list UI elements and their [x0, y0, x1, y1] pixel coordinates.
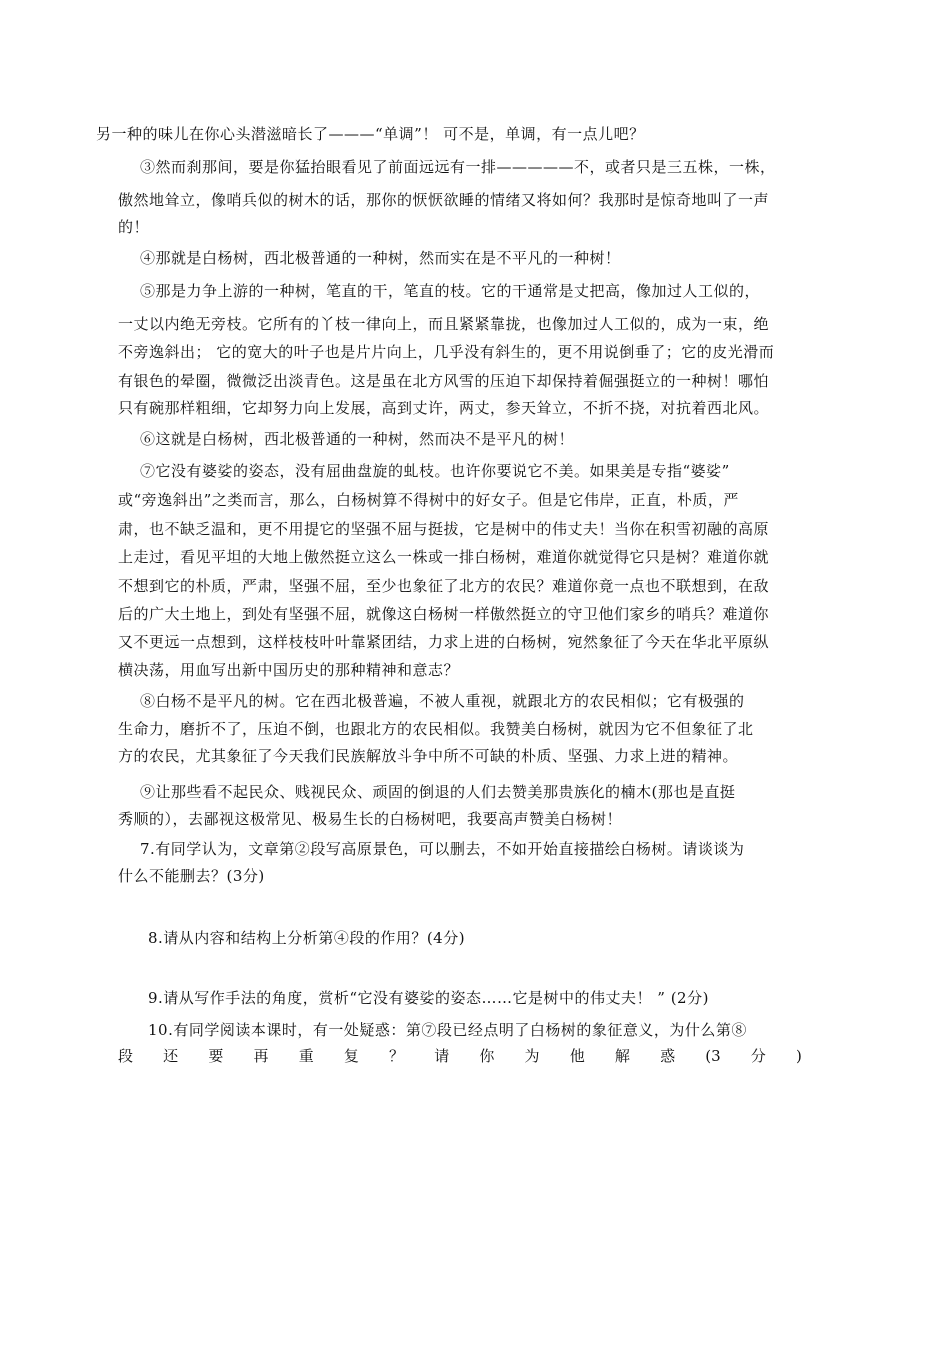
- char: 要: [208, 1047, 224, 1065]
- char: 再: [253, 1047, 269, 1065]
- char: 他: [569, 1047, 585, 1065]
- question-line: 9.请从写作手法的角度，赏析“它没有婆娑的姿态……它是树中的伟丈夫！ ” (2分): [148, 989, 709, 1007]
- paragraph-line: 后的广大土地上，到处有坚强不屈，就像这白杨树一样傲然挺立的守卫他们家乡的哨兵？难道你: [118, 605, 770, 623]
- char: 还: [163, 1047, 179, 1065]
- question-line: 什么不能删去？(3分): [118, 867, 265, 885]
- char: (3: [705, 1047, 721, 1065]
- paragraph-line: 上走过，看见平坦的大地上傲然挺立这么一株或一排白杨树，难道你就觉得它只是树？难道你就: [118, 548, 770, 566]
- paragraph-line: ⑥这就是白杨树，西北极普通的一种树，然而决不是平凡的树！: [140, 430, 575, 448]
- paragraph-line: 另一种的味儿在你心头潜滋暗长了———“单调”！ 可不是，单调，有一点儿吧？: [96, 125, 645, 143]
- paragraph-line: 秀顺的），去鄙视这极常见、极易生长的白杨树吧，我要高声赞美白杨树！: [118, 810, 623, 828]
- paragraph-line: 或“旁逸斜出”之类而言，那么，白杨树算不得树中的好女子。但是它伟岸，正直，朴质，严: [118, 491, 739, 509]
- paragraph-line: 不想到它的朴质，严肃，坚强不屈，至少也象征了北方的农民？难道你竟一点也不联想到，在敌: [118, 577, 770, 595]
- question-line: 10.有同学阅读本课时，有一处疑惑：第⑦段已经点明了白杨树的象征意义，为什么第⑧: [148, 1021, 747, 1039]
- paragraph-line: ⑤那是力争上游的一种树，笔直的干，笔直的枝。它的干通常是丈把高，像加过人工似的，: [140, 282, 761, 300]
- paragraph-line: 方的农民，尤其象征了今天我们民族解放斗争中所不可缺的朴质、坚强、力求上进的精神。: [118, 747, 739, 765]
- char: 段: [118, 1047, 134, 1065]
- paragraph-line: ④那就是白杨树，西北极普通的一种树，然而实在是不平凡的一种树！: [140, 249, 621, 267]
- char: 请: [434, 1047, 450, 1065]
- paragraph-line: 不旁逸斜出； 它的宽大的叶子也是片片向上，几乎没有斜生的，更不用说倒垂了；它的皮光滑而: [118, 343, 775, 361]
- paragraph-line: 有银色的晕圈，微微泛出淡青色。这是虽在北方风雪的压迫下却保持着倔强挺立的一种树！哪怕: [118, 372, 770, 390]
- paragraph-line: ③然而刹那间，要是你猛抬眼看见了前面远远有一排—————不，或者只是三五株，一株，: [140, 158, 776, 176]
- char: 惑: [660, 1047, 676, 1065]
- char: ？: [389, 1047, 405, 1065]
- char: 重: [298, 1047, 314, 1065]
- char: ): [795, 1047, 802, 1065]
- paragraph-line: ⑨让那些看不起民众、贱视民众、顽固的倒退的人们去赞美那贵族化的楠木(那也是直挺: [140, 783, 736, 801]
- char: 解: [614, 1047, 630, 1065]
- paragraph-line: 一丈以内绝无旁枝。它所有的丫枝一律向上，而且紧紧靠拢，也像加过人工似的，成为一束，绝: [118, 315, 770, 333]
- question-line-justified: [118, 1046, 802, 1066]
- paragraph-line: ⑦它没有婆娑的姿态，没有屈曲盘旋的虬枝。也许你要说它不美。如果美是专指“婆娑”: [140, 462, 730, 480]
- char: 为: [524, 1047, 540, 1065]
- paragraph-line: 生命力，磨折不了，压迫不倒，也跟北方的农民相似。我赞美白杨树，就因为它不但象征了北: [118, 720, 754, 738]
- char: 复: [343, 1047, 359, 1065]
- question-line: 7.有同学认为，文章第②段写高原景色，可以删去，不如开始直接描绘白杨树。请谈谈为: [140, 840, 745, 858]
- paragraph-line: 只有碗那样粗细，它却努力向上发展，高到丈许，两丈，参天耸立，不折不挠，对抗着西北风。: [118, 399, 770, 417]
- char: 你: [479, 1047, 495, 1065]
- paragraph-line: 傲然地耸立，像哨兵似的树木的话，那你的恹恹欲睡的情绪又将如何？我那时是惊奇地叫了一声: [118, 191, 770, 209]
- question-line: 8.请从内容和结构上分析第④段的作用？(4分): [148, 929, 466, 947]
- char: 分: [750, 1047, 766, 1065]
- paragraph-line: ⑧白杨不是平凡的树。它在西北极普遍，不被人重视，就跟北方的农民相似；它有极强的: [140, 692, 745, 710]
- paragraph-line: 横决荡，用血写出新中国历史的那种精神和意志？: [118, 661, 460, 679]
- paragraph-line: 的！: [118, 218, 150, 236]
- paragraph-line: 又不更远一点想到，这样枝枝叶叶靠紧团结，力求上进的白杨树，宛然象征了今天在华北平原纵: [118, 633, 770, 651]
- paragraph-line: 肃，也不缺乏温和，更不用提它的坚强不屈与挺拔，它是树中的伟丈夫！当你在积雪初融的高原: [118, 520, 770, 538]
